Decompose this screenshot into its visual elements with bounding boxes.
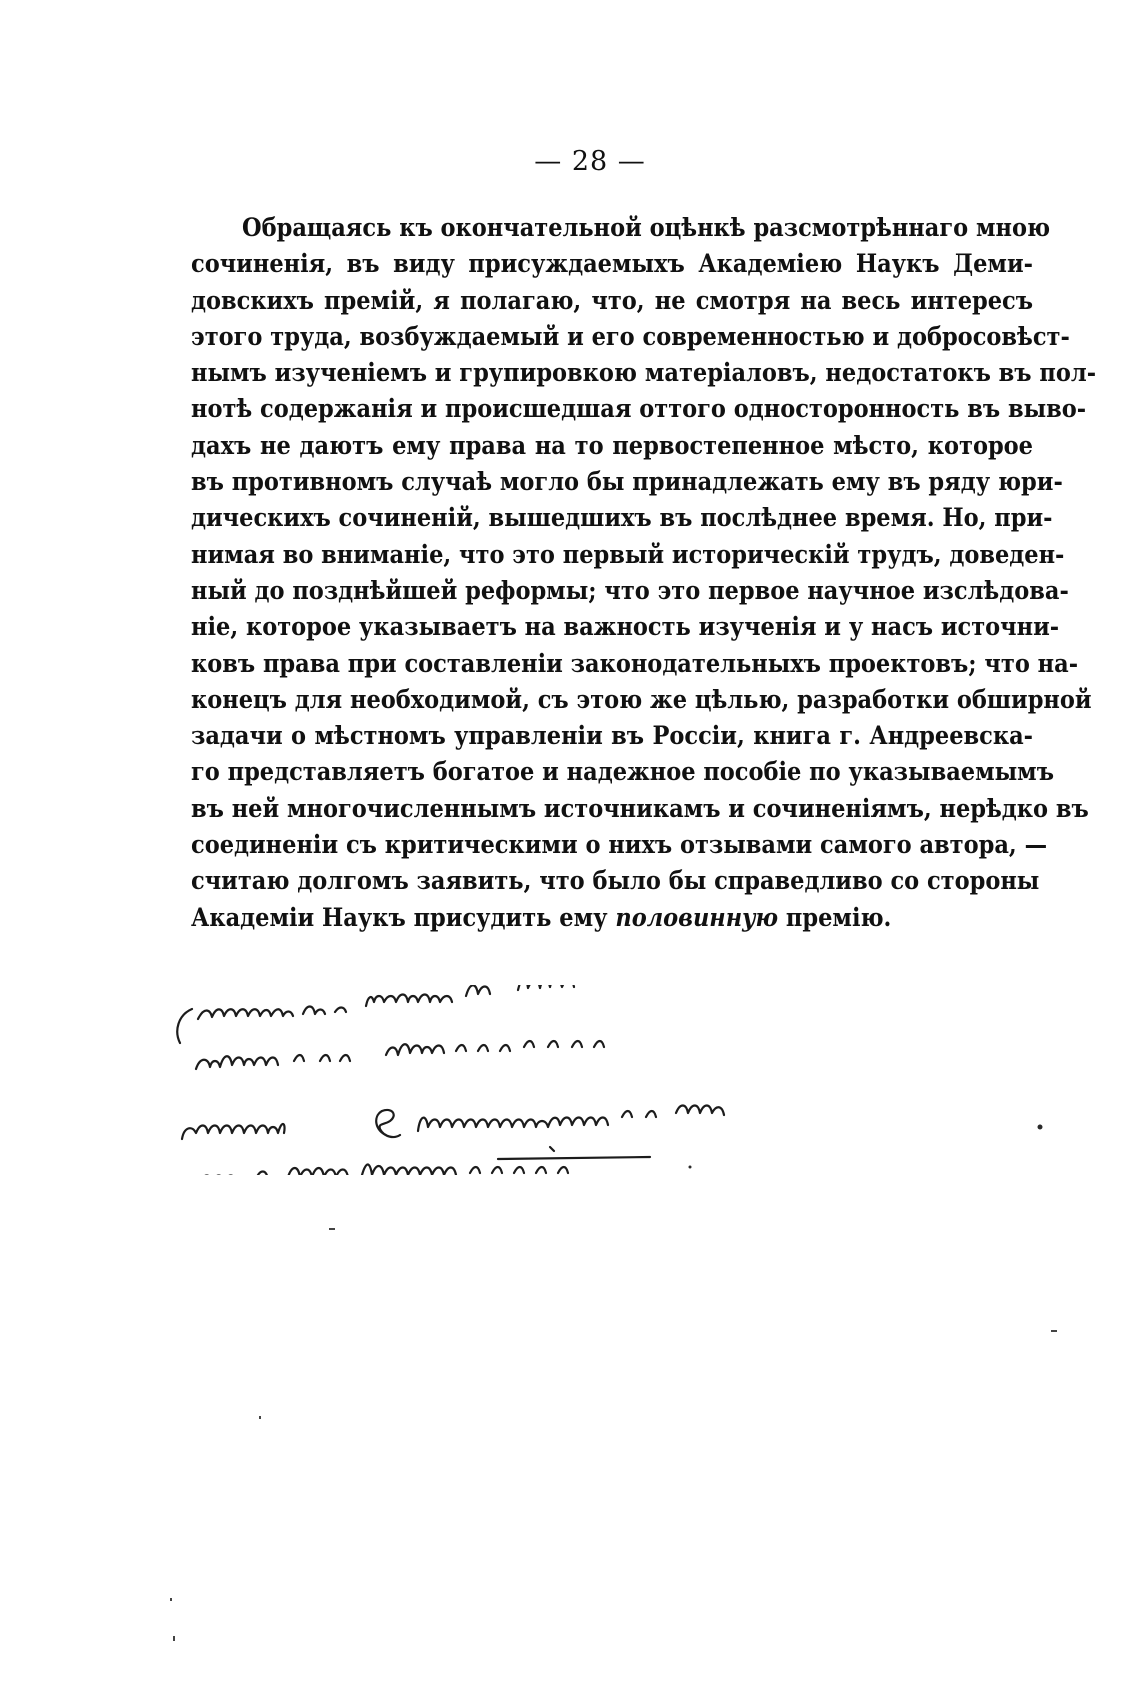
- page-number: — 28 —: [534, 146, 646, 177]
- final-line-end: премію.: [778, 902, 892, 932]
- text-line: въ ней многочисленнымъ источникамъ и сочиненіямъ, нерѣдко въ: [191, 793, 1089, 823]
- scan-speck: [173, 1636, 175, 1641]
- text-line: дахъ не даютъ ему права на то первостепенное мѣсто, которое: [191, 430, 1033, 460]
- text-line: этого труда, возбуждаемый и его современностью и добросовѣст-: [191, 321, 1070, 351]
- text-line: конецъ для необходимой, съ этою же цѣлью, разработки обширной: [191, 684, 1092, 714]
- text-line: Обращаясь къ окончательной оцѣнкѣ разсмотрѣннаго мною: [242, 213, 1051, 242]
- scan-speck: [259, 1416, 261, 1419]
- scan-speck: [170, 1598, 172, 1601]
- text-line: соединеніи съ критическими о нихъ отзывами самого автора, —: [191, 830, 1048, 860]
- scan-speck: [1051, 1330, 1057, 1332]
- text-line: сочиненія, въ виду присуждаемыхъ Академіею Наукъ Деми-: [191, 249, 1033, 279]
- text-line: довскихъ премій, я полагаю, что, не смотря на весь интересъ: [191, 285, 1033, 315]
- text-line-final: [191, 900, 1033, 936]
- body-paragraph: [191, 210, 1097, 936]
- handwritten-annotation: [170, 985, 1050, 1175]
- text-line: нимая во вниманіе, что это первый историческій трудъ, доведен-: [191, 539, 1065, 569]
- text-line: нотѣ содержанія и происшедшая оттого односторонность въ выво-: [191, 394, 1087, 424]
- text-line: ный до позднѣйшей реформы; что это первое научное изслѣдова-: [191, 575, 1069, 605]
- final-line-start: Академіи Наукъ присудить ему: [191, 902, 616, 932]
- text-line: дическихъ сочиненій, вышедшихъ въ послѣднее время. Но, при-: [191, 503, 1053, 533]
- text-line: считаю долгомъ заявить, что было бы справедливо со стороны: [191, 866, 1040, 896]
- text-line: въ противномъ случаѣ могло бы принадлежать ему въ ряду юри-: [191, 467, 1063, 497]
- text-line: ковъ права при составленіи законодательныхъ проектовъ; что на-: [191, 648, 1079, 678]
- scan-speck: [329, 1228, 335, 1230]
- emphasized-word: половинную: [615, 902, 779, 932]
- text-line: задачи о мѣстномъ управленіи въ Россіи, книга г. Андреевска-: [191, 721, 1033, 751]
- text-line: нымъ изученіемъ и групировкою матеріаловъ, недостатокъ въ пол-: [191, 358, 1097, 388]
- text-line: го представляетъ богатое и надежное пособіе по указываемымъ: [191, 757, 1054, 787]
- text-line: ніе, которое указываетъ на важность изученія и у насъ источни-: [191, 612, 1060, 642]
